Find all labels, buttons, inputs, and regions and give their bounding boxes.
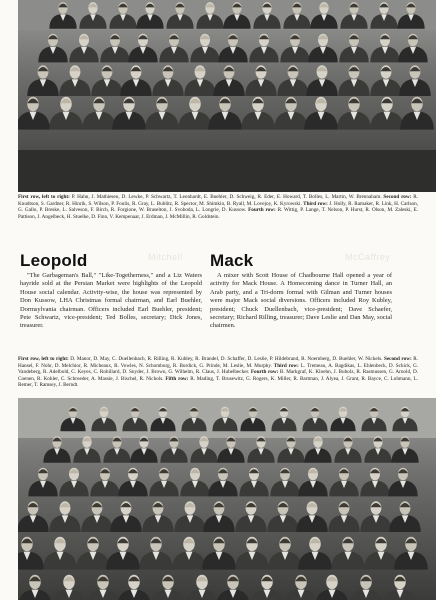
leopold-description: "The Garbageman's Ball," "Like-Togetherness," and a Liz Waters hayride sold at the Persian Market were highlights of the Leopold House social calendar. Activity-wise, the house was represented by Don Kussow, LHA Christmas formal chairman, and Earl Buehler, Dormsylvania chairman. Officers included Earl Buehler, president; Pete Schwartz, vice-president; Ted Bolles, secretary; Dick Jones, treasurer. [20,272,202,330]
caption-row-label: Fourth row: [248,207,276,214]
caption-row-label: Second row: [383,194,412,200]
caption-row-names: R. Wittig, P. Lange, T. Nelson, P. Hurst, R. Olson, M. Zaleski, E. Pattison, J. Angelbeck, H. Stuelke, D. Finn, V. Kempenaar, J. Erdman, J. McMillin, R. Goldstein. [18,207,419,220]
leopold-heading: Leopold [20,251,88,270]
caption-row-label: First row, left to right: [18,194,70,200]
caption-row-label: Fourth row: [250,369,279,376]
mack-photo-caption [18,356,418,389]
mack-heading: Mack [210,251,254,270]
caption-row-names: D. Manor, D. May, C. Duellenbach, R. Rilling, R. Kubley, R. Brandel, D. Schaffer, D. Leslie, P. Hildebrand, R. Noernberg, D. Buehler, W. Nickels. [70,356,383,362]
caption-row-names: J. Holly, R. Ramaker, R. Link, H. Carlson, G. Gallo, P. Breske, L. Salveson, F. Birch, R. Forgione, W. Braselton, J. Svoboda, L. Longrie, D. Kussow. [18,200,419,214]
mack-photo-figures [18,398,436,600]
leopold-photo-caption [18,194,418,220]
caption-row-label: Third row: [273,362,299,369]
caption-row-label: Third row: [303,200,328,207]
caption-row-label: First row, left to right: [18,356,69,362]
caption-row-names: P. Hahn, J. Mathiesen, D. Lewke, P. Schwartz, T. Leonhardt, E. Buehler, D. Schweig, R. Eder, E. Howard, T. Bolles, L. Martin, W. Brennaham. [71,194,382,200]
leopold-group-photo [18,0,436,192]
caption-row-names: R. Mading, T. Brusewitz, G. Rogers, K. Miller, R. Bartman, J. Alyea, J. Grant, R. Bayce, C. Lohmann, L. Remer, T. Ramsey, J. Berndt. [18,375,419,389]
leopold-photo-figures [18,0,436,192]
caption-row-label: Second row: [383,356,412,362]
show-through-heading: McCaffrey [345,252,391,262]
mack-description: A mixer with Scott House of Chadbourne Hall opened a year of activity for Mack House. A Homecoming dance in Turner Hall, an Arab party, and a Tri-dorm formal with Gilman and Turner houses were major Mack social diversions. Officers included Roy Kubley, president; Chuck Duellenbach, vice-president; Dave Schaefer, secretary; Richard Rilling, treasurer; Dave Leslie and Dan May, social chairmen. [210,272,392,330]
caption-row-names: L. Tremeau, A. Bagdikas, L. Ehlenbeck, D. Schick, G. Vandeberg, R. Adelbold, C. Keyes, C. Robillard, D. Snyder, J. Brown, G. Wilhelm, R. Claus, J. Hubelbecker. [18,362,419,376]
mack-group-photo [18,398,436,600]
caption-row-names: R. Knudtson, S. Gardner, R. Hinrik, S. Wilson, P. Foulis, R. Gray, L. Bublitz, R. Spector, M. Shimkin, B. Ryall, M. Lovejoy, K. Kyrowski. [18,194,419,207]
caption-row-names: B. Markgraf, K. Kloehn, J. Bubolz, R. Rasmussen, G. Arnold, D. Coenen, R. Kohler, C. Schroeder, A. Massie, J. Bischel, R. Nichols. [18,369,419,382]
caption-row-names: R. Hansel, F. Nohr, D. Melchior, R. Micheaux, R. Vowles, N. Schomburg, R. Burdick, G. Prinde, M. Leslie, M. Murphy. [18,356,419,369]
caption-row-label: Fifth row: [165,375,189,382]
show-through-heading: Mitchell [148,252,183,262]
